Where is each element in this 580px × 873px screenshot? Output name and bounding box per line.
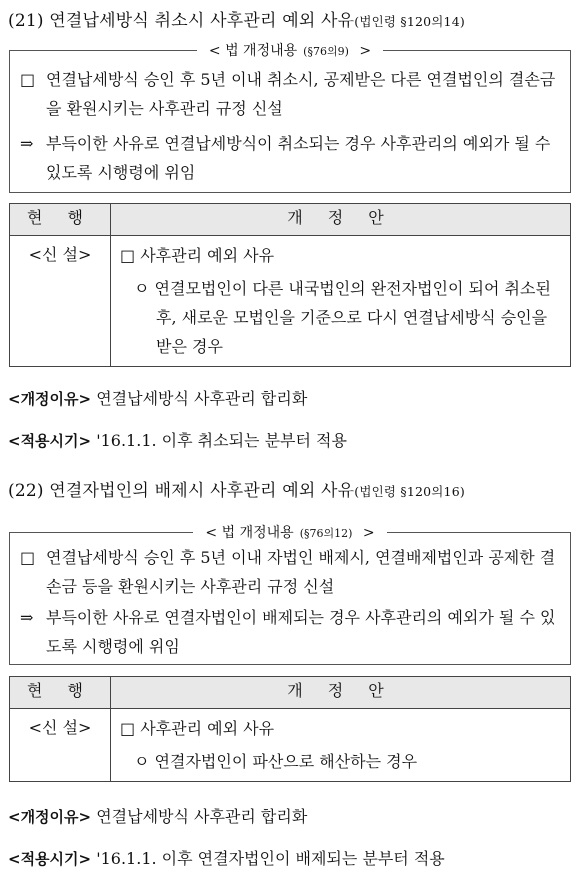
- proposed-cell: [111, 709, 571, 782]
- proposed-item: ㅇ 연결자법인이 파산으로 해산하는 경우: [134, 752, 418, 771]
- law-item: [20, 603, 560, 661]
- law-change-box: [9, 43, 571, 193]
- comparison-table: [9, 676, 571, 782]
- current-cell: <신 설>: [10, 709, 111, 782]
- effective-date: [8, 428, 347, 451]
- heading-text: (21) 연결납세방식 취소시 사후관리 예외 사유: [8, 11, 355, 31]
- header-current: 현 행: [10, 677, 111, 709]
- section-heading: [8, 6, 465, 31]
- law-item: [20, 65, 560, 123]
- timing-text: '16.1.1. 이후 연결자법인이 배제되는 분부터 적용: [96, 849, 445, 868]
- proposed-head: □ 사후관리 예외 사유: [120, 246, 275, 265]
- law-item-text: 연결납세방식 승인 후 5년 이내 자법인 배제시, 연결배제법인과 공제한 결손금 등을 환원시키는 사후관리 규정 신설: [46, 548, 556, 596]
- law-box-title: < 법 개정내용 (§76의12) >: [10, 522, 570, 542]
- reason-text: 연결납세방식 사후관리 합리화: [96, 389, 308, 408]
- proposed-item: ㅇ 연결모법인이 다른 내국법인의 완전자법인이 되어 취소된 후, 새로운 모법인을 기준으로 다시 연결납세방식 승인을 받은 경우: [134, 279, 551, 356]
- arrow-mark: ⇒: [20, 608, 34, 627]
- reason-text: 연결납세방식 사후관리 합리화: [96, 807, 308, 826]
- checkbox-mark: □: [20, 548, 36, 567]
- effective-date: [8, 846, 445, 869]
- header-current: 현 행: [10, 204, 111, 236]
- timing-text: '16.1.1. 이후 취소되는 분부터 적용: [96, 431, 347, 450]
- arrow-mark: ⇒: [20, 134, 34, 153]
- law-item: [20, 129, 560, 187]
- checkbox-mark: □: [20, 70, 36, 89]
- law-box-title: < 법 개정내용 (§76의9) >: [10, 40, 570, 60]
- heading-ref: (법인령 §120의14): [354, 14, 465, 29]
- current-cell: <신 설>: [10, 236, 111, 367]
- heading-ref: (법인령 §120의16): [354, 484, 465, 499]
- proposed-head: □ 사후관리 예외 사유: [120, 719, 275, 738]
- proposed-cell: [111, 236, 571, 367]
- law-item-text: 부득이한 사유로 연결납세방식이 취소되는 경우 사후관리의 예외가 될 수 있도록 시행령에 위임: [46, 134, 551, 182]
- header-proposed: 개 정 안: [111, 677, 571, 709]
- section-heading: [8, 476, 465, 501]
- timing-label: <적용시기>: [8, 432, 92, 450]
- law-change-box: [9, 525, 571, 665]
- law-item-text: 부득이한 사유로 연결자법인이 배제되는 경우 사후관리의 예외가 될 수 있도록 시행령에 위임: [46, 608, 556, 656]
- header-proposed: 개 정 안: [111, 204, 571, 236]
- reason-label: <개정이유>: [8, 808, 92, 826]
- revision-reason: [8, 386, 307, 409]
- law-item: [20, 543, 560, 601]
- reason-label: <개정이유>: [8, 390, 92, 408]
- law-item-text: 연결납세방식 승인 후 5년 이내 취소시, 공제받은 다른 연결법인의 결손금을 환원시키는 사후관리 규정 신설: [46, 70, 556, 118]
- comparison-table: [9, 203, 571, 367]
- timing-label: <적용시기>: [8, 850, 92, 868]
- revision-reason: [8, 804, 307, 827]
- heading-text: (22) 연결자법인의 배제시 사후관리 예외 사유: [8, 481, 355, 501]
